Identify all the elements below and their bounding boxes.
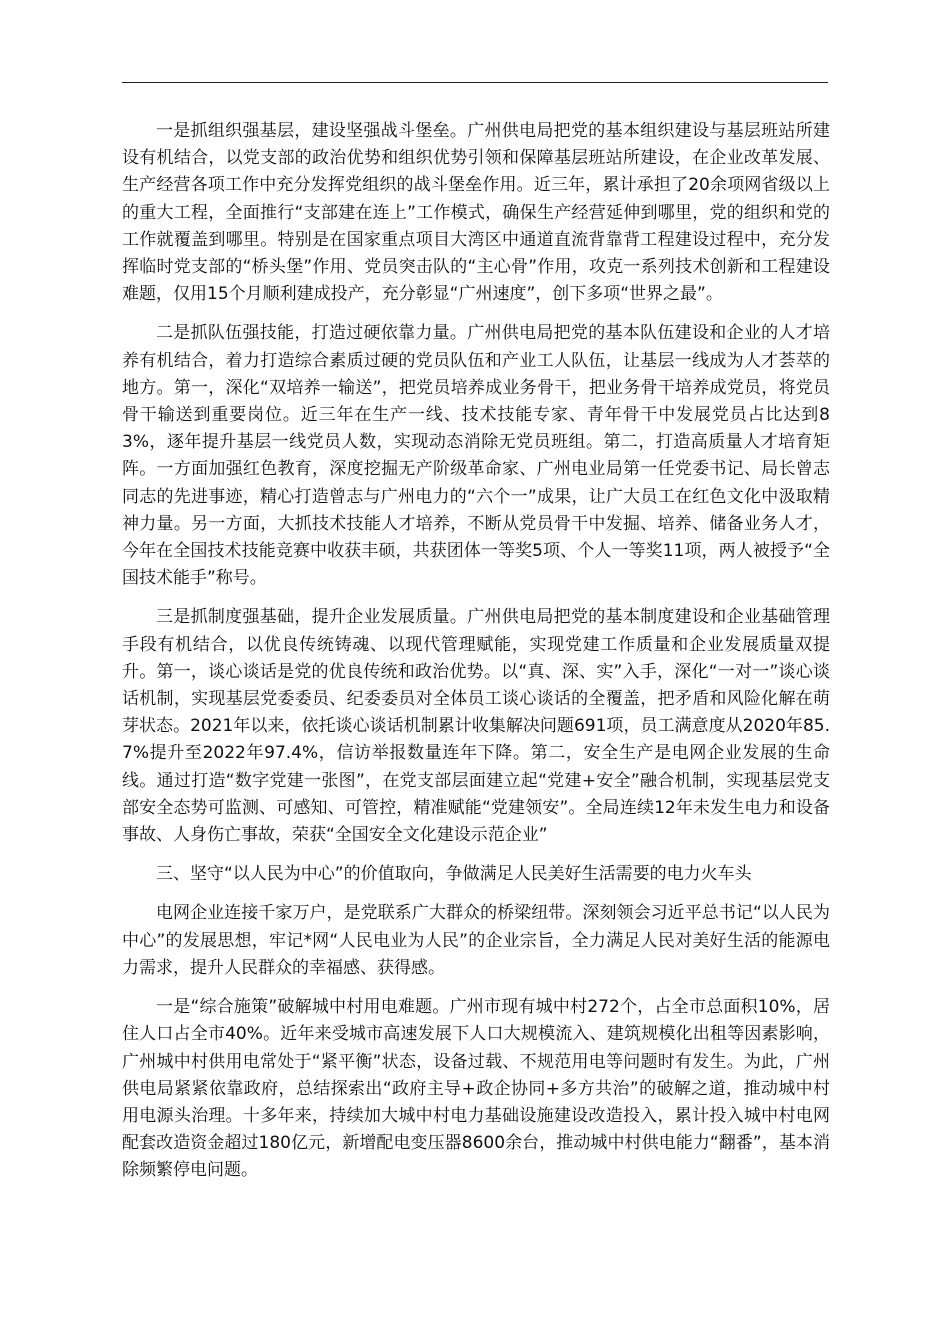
paragraph-team-skills: 二是抓队伍强技能，打造过硬依靠力量。广州供电局把党的基本队伍建设和企业的人才培养有机结合，着力打造综合素质过硬的党员队伍和产业工人队伍，让基层一线成为人才荟萃的地方。第一，深化“双培养一输送”，把党员培养成业务骨干，把业务骨干培养成党员，将党员骨干输送到重要岗位。近三年在生产一线、技术技能专家、青年骨干中发展党员占比达到83%，逐年提升基层一线党员人数，实现动态消除无党员班组。第二，打造高质量人才培育矩阵。一方面加强红色教育，深度挖掘无产阶级革命家、广州电业局第一任党委书记、局长曾志同志的先进事迹，精心打造曾志与广州电力的“六个一”成果，让广大员工在红色文化中汲取精神力量。另一方面，大抓技术技能人才培养，不断从党员骨干中发掘、培养、储备业务人才，今年在全国技术技能竞赛中收获丰硕，共获团体一等奖5项、个人一等奖11项，两人被授予“全国技术能手”称号。 [122, 323, 830, 589]
paragraph-grid-enterprise: 电网企业连接千家万户，是党联系广大群众的桥梁纽带。深刻领会习近平总书记“以人民为中心”的发展思想，牢记*网“人民电业为人民”的企业宗旨，全力满足人民对美好生活的能源电力需求，提升人民群众的幸福感、获得感。 [122, 903, 830, 978]
document-body [122, 118, 830, 1197]
paragraph-organization: 一是抓组织强基层，建设坚强战斗堡垒。广州供电局把党的基本组织建设与基层班站所建设有机结合，以党支部的政治优势和组织优势引领和保障基层班站所建设，在企业改革发展、生产经营各项工作中充分发挥党组织的战斗堡垒作用。近三年，累计承担了20余项网省级以上的重大工程，全面推行“支部建在连上”工作模式，确保生产经营延伸到哪里，党的组织和党的工作就覆盖到哪里。特别是在国家重点项目大湾区中通道直流背靠背工程建设过程中，充分发挥临时党支部的“桥头堡”作用、党员突击队的“主心骨”作用，攻克一系列技术创新和工程建设难题，仅用15个月顺利建成投产，充分彰显“广州速度”，创下多项“世界之最”。 [122, 121, 830, 305]
header-rule [122, 82, 828, 83]
paragraph-system-foundation: 三是抓制度强基础，提升企业发展质量。广州供电局把党的基本制度建设和企业基础管理手段有机结合，以优良传统铸魂、以现代管理赋能，实现党建工作质量和企业发展质量双提升。第一，谈心谈话是党的优良传统和政治优势。以“真、深、实”入手，深化“一对一”谈心谈话机制，实现基层党委委员、纪委委员对全体员工谈心谈话的全覆盖，把矛盾和风险化解在萌芽状态。2021年以来，依托谈心谈话机制累计收集解决问题691项，员工满意度从2020年85.7%提升至2022年97.4%，信访举报数量连年下降。第二，安全生产是电网企业发展的生命线。通过打造“数字党建一张图”，在党支部层面建立起“党建+安全”融合机制，实现基层党支部安全态势可监测、可感知、可管控，精准赋能“党建领安”。全局连续12年未发生电力和设备事故、人身伤亡事故，荣获“全国安全文化建设示范企业” [122, 607, 830, 846]
paragraph-urban-village: 一是“综合施策”破解城中村用电难题。广州市现有城中村272个，占全市总面积10%，居住人口占全市40%。近年来受城市高速发展下人口大规模流入、建筑规模化出租等因素影响，广州城中村供用电常处于“紧平衡”状态，设备过载、不规范用电等问题时有发生。为此，广州供电局紧紧依靠政府，总结探索出“政府主导+政企协同+多方共治”的破解之道，推动城中村用电源头治理。十多年来，持续加大城中村电力基础设施建设改造投入，累计投入城中村电网配套改造资金超过180亿元，新增配电变压器8600余台，推动城中村供电能力“翻番”，基本消除频繁停电问题。 [122, 997, 830, 1181]
section-heading: 三、坚守“以人民为中心”的价值取向，争做满足人民美好生活需要的电力火车头 [156, 864, 752, 885]
